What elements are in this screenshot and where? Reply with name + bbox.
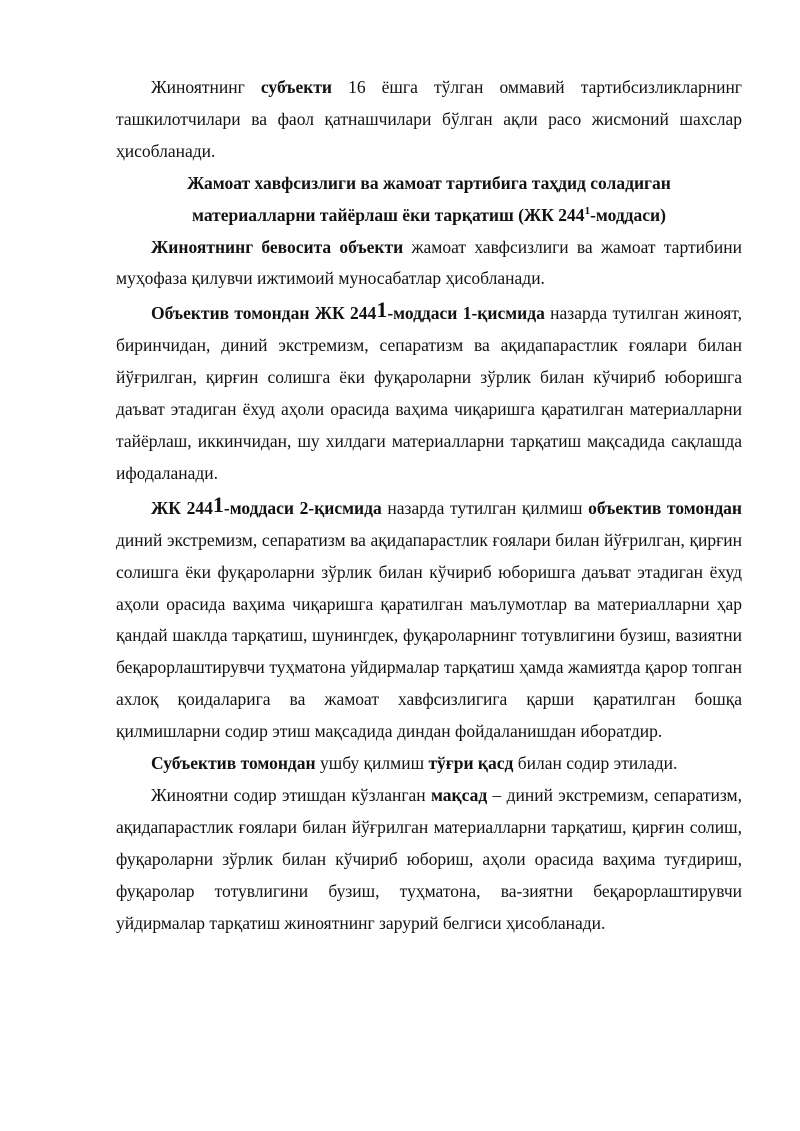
term-subject: субъекти — [260, 77, 332, 97]
term-subjective: Субъектив томондан — [151, 753, 316, 774]
paragraph-direct-object — [116, 232, 742, 296]
heading-superscript: 1 — [584, 204, 591, 217]
section-heading — [116, 168, 742, 232]
paragraph-objective-part1 — [116, 298, 742, 489]
superscript: 1 — [212, 491, 224, 517]
term-purpose: мақсад — [430, 784, 488, 805]
paragraph-objective-part2 — [116, 493, 742, 748]
text: жамоат хавфсизлиги ва жамоат тартибини муҳофаза қилувчи ижтимоий муносабатлар ҳисобланади. — [116, 236, 742, 289]
text: диний экстремизм, сепаратизм ва ақидапарастлик ғоялари билан йўғрилган, қирғин солишга ёки фуқароларни зўрлик билан кўчириб юборишга даъват этадиган ёхуд аҳоли орасида ваҳима чиқаришга қаратилган маълумотлар ва материалларни ҳар қандай шаклда тарқатиш, шунингдек, фуқароларнинг тотувлигини бузиш, вазиятни беқарорлаштирувчи туҳматона уйдирмалар тарқатиш ҳамда жамиятда қарор топган ахлоқ қоидаларига ва жамоат хавфсизлигига қарши қаратилган бошқа қилмишларни содир этиш мақсадида диндан фойдаланишдан иборатдир. — [116, 529, 742, 742]
text: назарда тутилган қилмиш — [381, 497, 589, 518]
text: ушбу қилмиш — [315, 753, 429, 774]
text: 16 ёшга тўлган оммавий тартибсизликларнинг ташкилотчилари ва фаол қатнашчилари бўлган ақли расо жисмоний шахслар ҳисобланади. — [116, 77, 742, 161]
text: – диний экстремизм, сепаратизм, ақидапарастлик ғоялари билан йўғрилган материалларни тарқатиш, қирғин солиш, фуқароларни зўрлик билан кўчириб юбориш, аҳоли орасида ваҳима туғдириш, фуқаролар тотувлигини бузиш, туҳматона, ва-зиятни беқарорлаштирувчи уйдирмалар тарқатиш жиноятнинг зарурий белгиси ҳисобланади. — [116, 784, 742, 933]
heading-line-2b: -моддаси) — [590, 204, 666, 225]
term-objective-2: -моддаси 1-қисмида — [387, 303, 545, 324]
term-article-part: -моддаси 2-қисмида — [223, 497, 382, 518]
term-objective-1: Объектив томондан ЖК 244 — [151, 303, 377, 324]
text: назарда тутилган жиноят, биринчидан, диний экстремизм, сепаратизм ва ақидапарастлик ғоялари билан йўғрилган, қирғин солишга ёки фуқароларни зўрлик билан кўчириб юборишга даъват этадиган ёхуд аҳоли орасида ваҳима чиқаришга қаратилган материалларни тайёрлаш, иккинчидан, шу хилдаги материалларни тарқатиш мақсадида сақлашда ифодаланади. — [116, 303, 743, 483]
term-direct-intent: тўғри қасд — [428, 753, 514, 774]
document-page — [116, 72, 742, 939]
superscript: 1 — [376, 297, 388, 323]
text: Жиноятнинг — [151, 77, 261, 97]
paragraph-subjective — [116, 748, 742, 780]
paragraph-purpose — [116, 780, 742, 940]
term-objective-side: объектив томондан — [588, 497, 742, 518]
paragraph-subject — [116, 72, 742, 168]
text: билан содир этилади. — [513, 753, 678, 774]
term-article: ЖК 244 — [151, 497, 213, 518]
text: Жиноятни содир этишдан кўзланган — [151, 784, 431, 805]
heading-line-1: Жамоат хавфсизлиги ва жамоат тартибига таҳдид соладиган — [187, 172, 671, 193]
heading-line-2a: материалларни тайёрлаш ёки тарқатиш (ЖК 244 — [192, 204, 585, 225]
term-direct-object: Жиноятнинг бевосита объекти — [151, 236, 404, 257]
